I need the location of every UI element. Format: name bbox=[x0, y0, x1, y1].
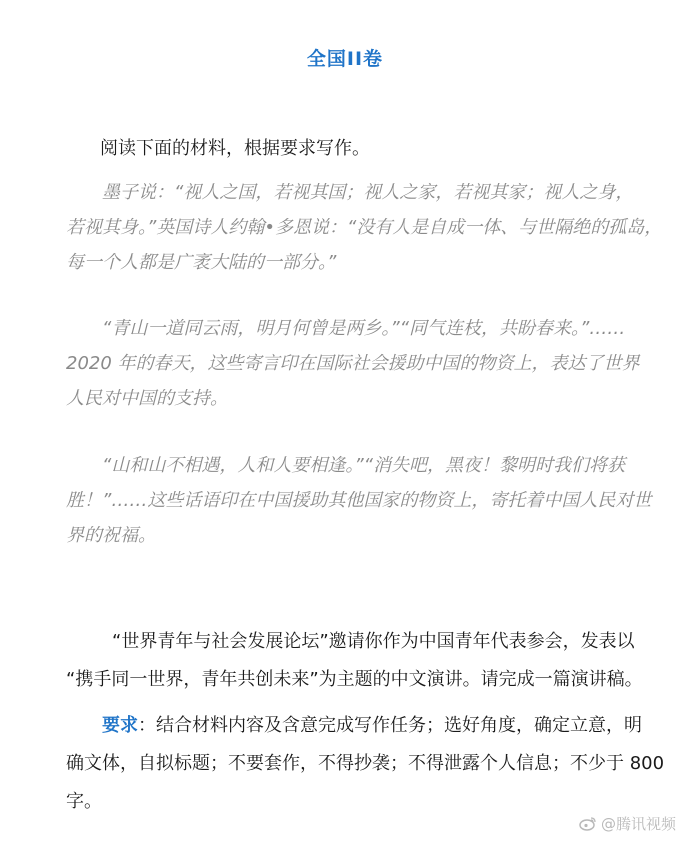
requirements-label: 要求 bbox=[102, 715, 138, 736]
writing-prompt bbox=[66, 623, 676, 699]
watermark-text: @腾讯视频 bbox=[600, 815, 676, 833]
quote-2-line-2: 2020 年的春天，这些寄言印在国际社会援助中国的物资上，表达了世界 bbox=[66, 353, 640, 374]
quote-1-line-3: 每一个人都是广袤大陆的一部分。” bbox=[66, 252, 337, 273]
quote-1-line-1: 墨子说：“视人之国，若视其国；视人之家，若视其家；视人之身， bbox=[102, 182, 634, 203]
requirements-line-1 bbox=[66, 707, 676, 745]
quote-2-line-1: “青山一道同云雨，明月何曾是两乡。”“同气连枝，共盼春来。”…… bbox=[102, 318, 626, 339]
watermark bbox=[579, 813, 676, 834]
material-quote-2 bbox=[66, 311, 676, 416]
instruction-text: 阅读下面的材料，根据要求写作。 bbox=[100, 138, 370, 159]
quote-3-line-2: 胜！”……这些话语印在中国援助其他国家的物资上，寄托着中国人民对世 bbox=[66, 490, 652, 511]
requirements-block bbox=[66, 707, 676, 821]
weibo-icon bbox=[579, 816, 597, 831]
quote-2-line-3: 人民对中国的支持。 bbox=[66, 388, 228, 409]
material-quote-3 bbox=[66, 448, 676, 553]
prompt-line-1: “世界青年与社会发展论坛”邀请你作为中国青年代表参会，发表以 bbox=[112, 631, 635, 652]
quote-3-line-1: “山和山不相遇，人和人要相逢。”“消失吧，黑夜！黎明时我们将获 bbox=[102, 455, 625, 476]
requirements-line-3: 字。 bbox=[66, 791, 102, 812]
requirements-line-2: 确文体，自拟标题；不要套作，不得抄袭；不得泄露个人信息；不少于 800 bbox=[66, 753, 665, 774]
prompt-line-2: “携手同一世界，青年共创未来”为主题的中文演讲。请完成一篇演讲稿。 bbox=[66, 669, 643, 690]
quote-3-line-3: 界的祝福。 bbox=[66, 525, 156, 546]
page-title: 全国II卷 bbox=[306, 48, 384, 70]
material-quote-1 bbox=[66, 175, 676, 280]
requirements-text-1: ：结合材料内容及含意完成写作任务；选好角度，确定立意，明 bbox=[138, 715, 642, 736]
quote-1-line-2: 若视其身。”英国诗人约翰•多恩说：“没有人是自成一体、与世隔绝的孤岛， bbox=[66, 217, 663, 238]
